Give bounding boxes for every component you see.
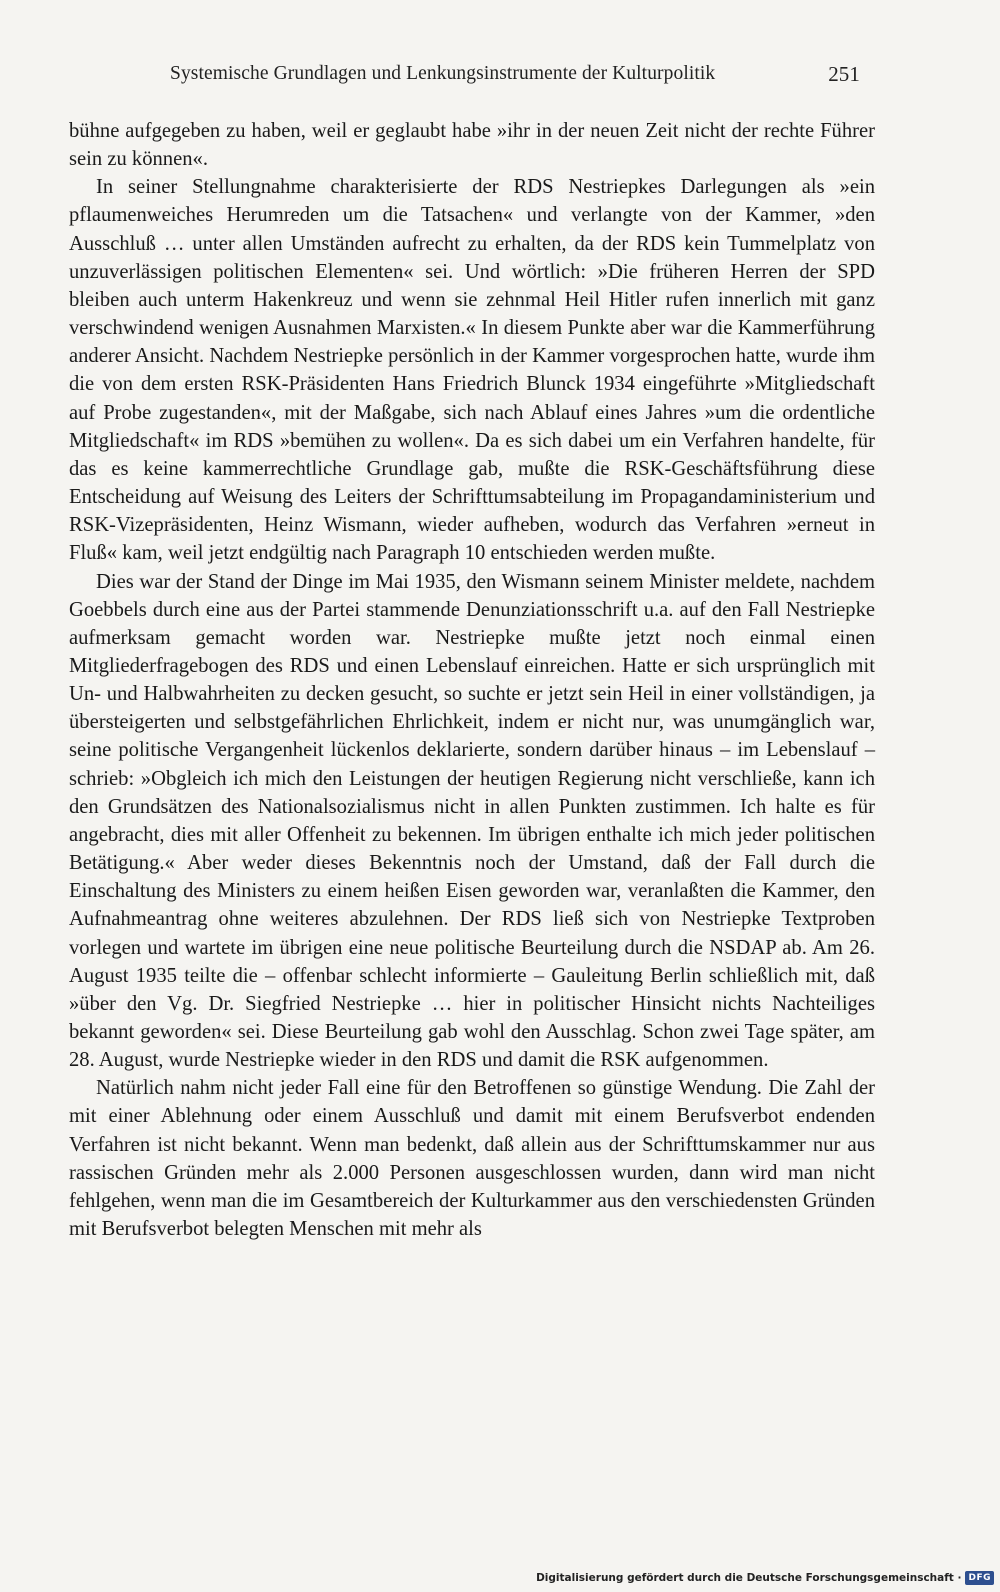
page-number: 251 [828, 62, 860, 86]
paragraph: In seiner Stellungnahme charakterisierte der RDS Nestriepkes Darlegungen als »ein pflaumenweiches Herumreden um die Tatsachen« und verlangte von der Kammer, »den Ausschluß … unter allen Umständen aufrecht zu erhalten, da der RDS kein Tummelplatz von unzuverlässigen politischen Elementen« sei. Und wörtlich: »Die früheren Herren der SPD bleiben auch unterm Hakenkreuz und wenn sie zehnmal Heil Hitler rufen innerlich mit ganz verschwindend wenigen Ausnahmen Marxisten.« In diesem Punkte aber war die Kammerführung anderer Ansicht. Nachdem Nestriepke persönlich in der Kammer vorgesprochen hatte, wurde ihm die von dem ersten RSK-Präsidenten Hans Friedrich Blunck 1934 eingeführte »Mitgliedschaft auf Probe zugestanden«, mit der Maßgabe, sich nach Ablauf eines Jahres »um die ordentliche Mitgliedschaft« im RDS »bemühen zu wollen«. Da es sich dabei um ein Verfahren handelte, für das es keine kammerrechtliche Grundlage gab, mußte die RSK-Geschäftsführung diese Entscheidung auf Weisung des Leiters der Schrifttumsabteilung im Propagandaministerium und RSK-Vizepräsidenten, Heinz Wismann, wieder aufheben, wodurch das Verfahren »erneut in Fluß« kam, weil jetzt endgültig nach Paragraph 10 entschieden werden mußte. [69, 176, 875, 565]
paragraph-continuation: bühne aufgegeben zu haben, weil er geglaubt habe »ihr in der neuen Zeit nicht der rechte Führer sein zu können«. [69, 120, 875, 171]
body-text [69, 117, 875, 1243]
paragraph: Dies war der Stand der Dinge im Mai 1935, den Wismann seinem Minister meldete, nachdem Goebbels durch eine aus der Partei stammende Denunziationsschrift u.a. auf den Fall Nestriepke aufmerksam gemacht worden war. Nestriepke mußte jetzt noch einmal einen Mitgliederfragebogen des RDS und einen Lebenslauf einreichen. Hatte er sich ursprünglich mit Un- und Halbwahrheiten zu decken gesucht, so suchte er jetzt sein Heil in einer vollständigen, ja übersteigerten und selbstgefährlichen Ehrlichkeit, indem er nicht nur, was unumgänglich war, seine politische Vergangenheit lückenlos deklarierte, sondern darüber hinaus – im Lebenslauf – schrieb: »Obgleich ich mich den Leistungen der heutigen Regierung nicht verschließe, kann ich den Grundsätzen des Nationalsozialismus nicht in allen Punkten zustimmen. Ich halte es für angebracht, dies mit aller Offenheit zu bekennen. Im übrigen enthalte ich mich jeder politischen Betätigung.« Aber weder dieses Bekenntnis noch der Umstand, daß der Fall durch die Einschaltung des Ministers zu einem heißen Eisen geworden war, veranlaßten die Kammer, den Aufnahmeantrag ohne weiteres abzulehnen. Der RDS ließ sich von Nestriepke Textproben vorlegen und wartete im übrigen eine neue politische Beurteilung durch die NSDAP ab. Am 26. August 1935 teilte die – offenbar schlecht informierte – Gauleitung Berlin schließlich mit, daß »über den Vg. Dr. Siegfried Nestriepke … hier in politischer Hinsicht nichts Nachteiliges bekannt geworden« sei. Diese Beurteilung gab wohl den Ausschlag. Schon zwei Tage später, am 28. August, wurde Nestriepke wieder in den RDS und damit die RSK aufgenommen. [69, 570, 875, 1072]
running-header-title: Systemische Grundlagen und Lenkungsinstrumente der Kulturpolitik [170, 63, 716, 84]
dfg-logo-icon: DFG [965, 1571, 994, 1585]
running-header [170, 63, 860, 93]
digitization-notice [536, 1568, 994, 1588]
paragraph: Natürlich nahm nicht jeder Fall eine für den Betroffenen so günstige Wendung. Die Zahl der mit einer Ablehnung oder einem Ausschluß und damit mit einem Berufsverbot endenden Verfahren ist nicht bekannt. Wenn man bedenkt, daß allein aus der Schrifttumskammer nur aus rassischen Gründen mehr als 2.000 Personen ausgeschlossen wurden, dann wird man nicht fehlgehen, wenn man die im Gesamtbereich der Kulturkammer aus den verschiedensten Gründen mit Berufsverbot belegten Menschen mit mehr als [69, 1077, 875, 1241]
digitization-notice-text: Digitalisierung gefördert durch die Deutsche Forschungsgemeinschaft · [536, 1572, 962, 1584]
